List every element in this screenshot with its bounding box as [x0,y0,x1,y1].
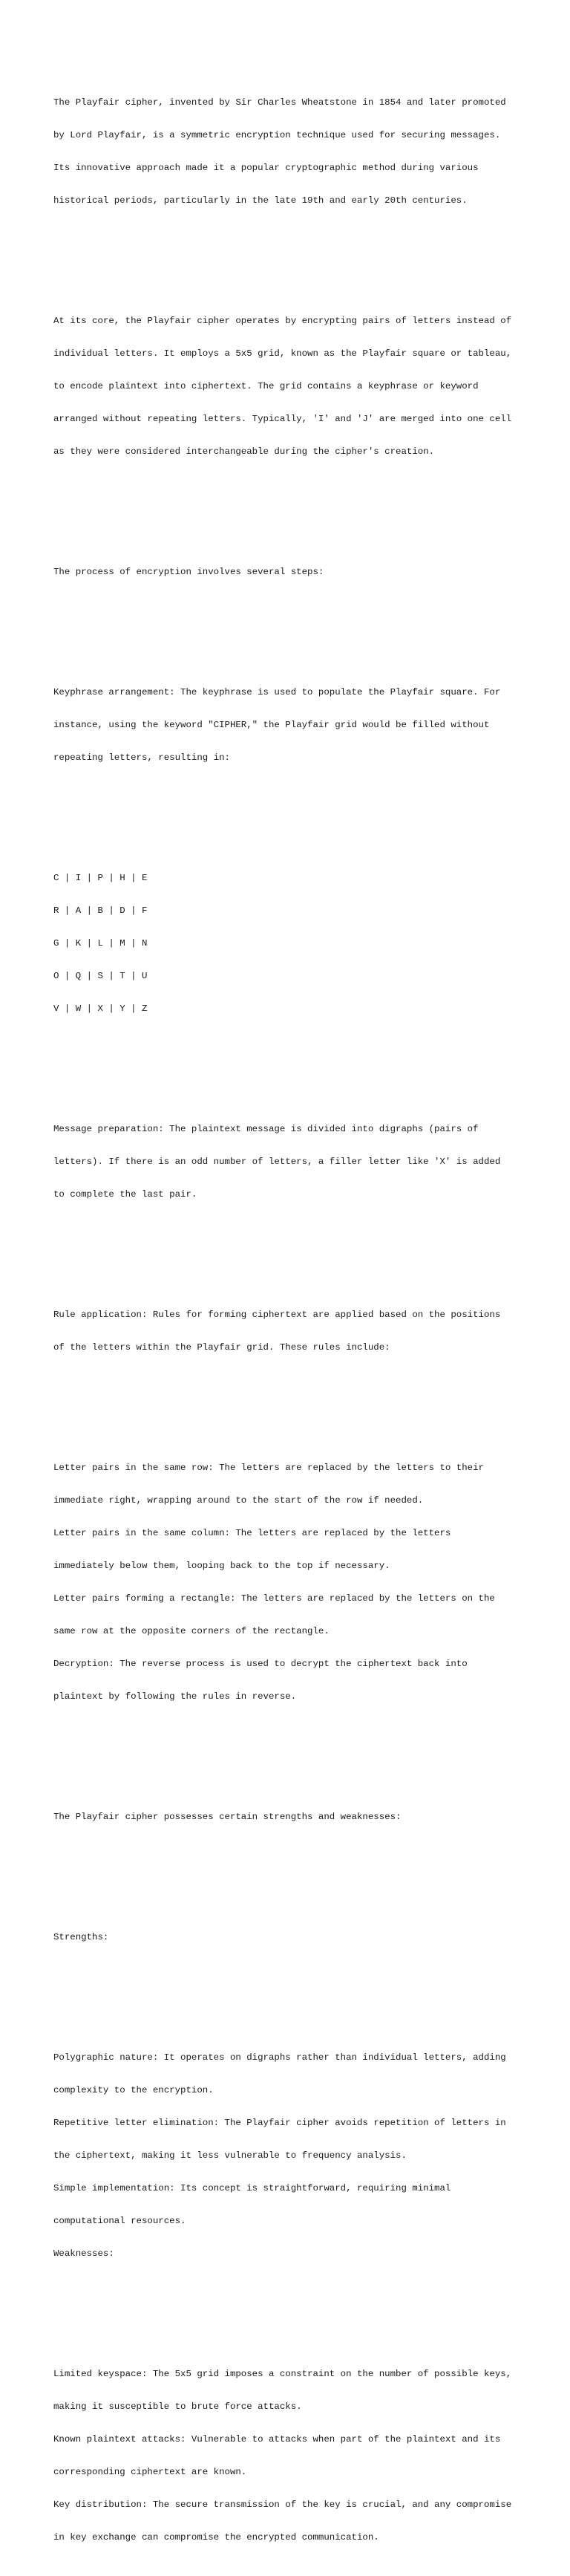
paragraph-gap [53,1867,528,1878]
strengths-heading [53,1910,528,1965]
grid-row: G | K | L | M | N [53,937,148,949]
text-line: individual letters. It employs a 5x5 grid, known as the Playfair square or tableau, [53,348,512,359]
paragraph-gap [53,807,528,818]
text-line: Letter pairs forming a rectangle: The letters are replaced by the letters on the [53,1593,495,1604]
text-line: Polygraphic nature: It operates on digraphs rather than individual letters, adding [53,2052,506,2063]
weaknesses-list [53,2346,528,2565]
text-line: Letter pairs in the same row: The letters are replaced by the letters to their [53,1462,484,1473]
text-line: Simple implementation: Its concept is straightforward, requiring minimal [53,2182,451,2193]
paragraph-gap [53,250,528,261]
paragraph-gap [53,1244,528,1255]
text-line: corresponding ciphertext are known. [53,2467,247,2478]
text-line: arranged without repeating letters. Typically, 'I' and 'J' are merged into one cell [53,414,512,425]
grid-row: V | W | X | Y | Z [53,1004,148,1015]
text-line: to complete the last pair. [53,1189,197,1200]
text-line: The Playfair cipher possesses certain strengths and weaknesses: [53,1812,402,1823]
text-line: computational resources. [53,2216,186,2227]
text-line: of the letters within the Playfair grid. These rules include: [53,1341,390,1353]
text-line: Message preparation: The plaintext message is divided into digraphs (pairs of [53,1123,479,1134]
grid-row: O | Q | S | T | U [53,971,148,981]
text-line: Strengths: [53,1931,109,1942]
strengths-list [53,2030,528,2281]
text-line: Rule application: Rules for forming ciphertext are applied based on the positions [53,1309,501,1320]
paragraph-gap [53,622,528,633]
text-line: The Playfair cipher, invented by Sir Charles Wheatstone in 1854 and later promoted [53,97,506,108]
text-line: Its innovative approach made it a popular cryptographic method during various [53,163,479,174]
message-prep-paragraph [53,1102,528,1222]
text-line: as they were considered interchangeable during the cipher's creation. [53,446,435,458]
text-line: in key exchange can compromise the encrypted communication. [53,2532,379,2543]
grid-row: R | A | B | D | F [53,905,148,916]
strengths-weaknesses-intro [53,1790,528,1845]
keyphrase-paragraph [53,665,528,785]
text-line: making it susceptible to brute force attacks. [53,2401,302,2412]
text-line: immediately below them, looping back to the top if necessary. [53,1560,390,1571]
rule-application-paragraph [53,1287,528,1375]
text-line: immediate right, wrapping around to the start of the row if needed. [53,1494,424,1506]
grid-row: C | I | P | H | E [53,872,148,883]
text-line: by Lord Playfair, is a symmetric encryption technique used for securing messages. [53,129,501,140]
paragraph-gap [53,1746,528,1757]
weaknesses-heading: Weaknesses: [53,2248,114,2260]
text-line: Letter pairs in the same column: The letters are replaced by the letters [53,1527,451,1538]
text-line: Decryption: The reverse process is used to decrypt the ciphertext back into [53,1659,468,1670]
text-line: plaintext by following the rules in reverse. [53,1691,297,1702]
text-line: Key distribution: The secure transmission of the key is crucial, and any compromise [53,2499,512,2511]
text-line: instance, using the keyword "CIPHER," the Playfair grid would be filled without [53,719,490,730]
rules-list [53,1440,528,1724]
process-intro-paragraph [53,545,528,600]
text-line: letters). If there is an odd number of letters, a filler letter like 'X' is added [53,1156,501,1167]
paragraph-gap [53,501,528,513]
paragraph-gap [53,1986,528,1997]
text-line: complexity to the encryption. [53,2084,214,2095]
text-line: Keyphrase arrangement: The keyphrase is used to populate the Playfair square. For [53,686,501,697]
text-line: to encode plaintext into ciphertext. The grid contains a keyphrase or keyword [53,381,479,392]
paragraph-gap [53,2303,528,2315]
text-line: At its core, the Playfair cipher operates by encrypting pairs of letters instead of [53,315,512,326]
text-line: same row at the opposite corners of the rectangle. [53,1626,330,1637]
text-line: The process of encryption involves several steps: [53,567,324,578]
text-line: historical periods, particularly in the late 19th and early 20th centuries. [53,195,468,206]
text-line: repeating letters, resulting in: [53,752,230,763]
text-line: the ciphertext, making it less vulnerable to frequency analysis. [53,2150,407,2161]
paragraph-gap [53,1058,528,1070]
intro-paragraph [53,75,528,228]
document-page [53,53,528,2576]
playfair-grid [53,850,528,1036]
text-line: Repetitive letter elimination: The Playfair cipher avoids repetition of letters in [53,2117,506,2128]
paragraph-gap [53,1396,528,1408]
text-line: Known plaintext attacks: Vulnerable to attacks when part of the plaintext and its [53,2434,501,2445]
text-line: Limited keyspace: The 5x5 grid imposes a constraint on the number of possible keys, [53,2368,512,2379]
core-paragraph [53,293,528,479]
